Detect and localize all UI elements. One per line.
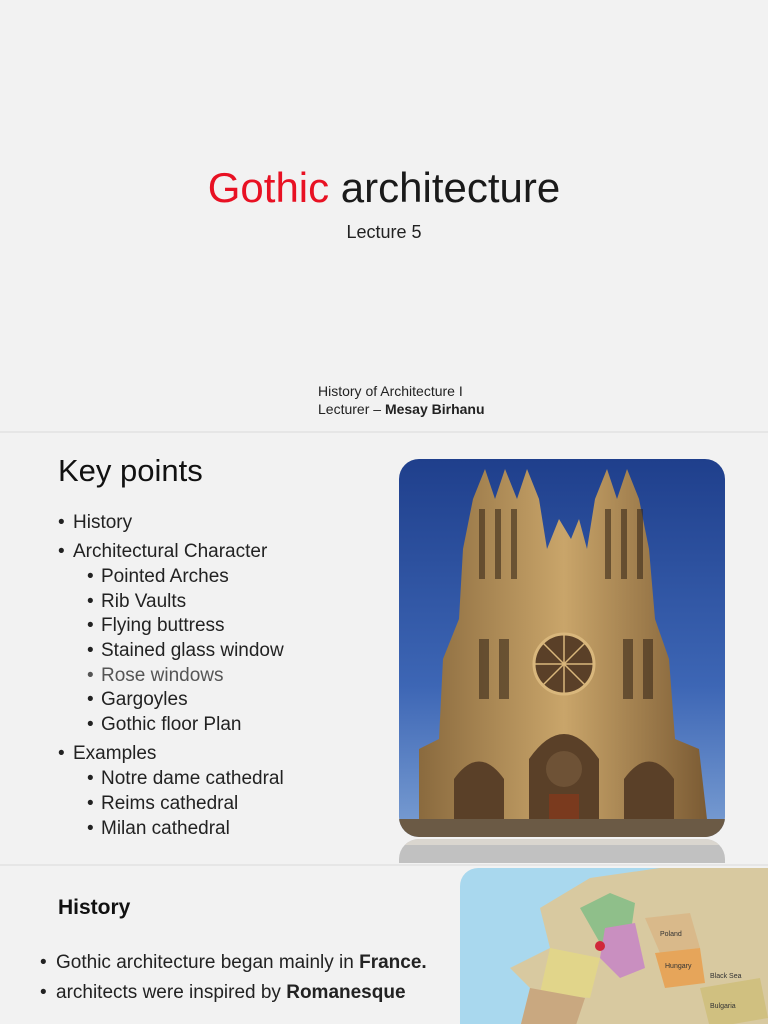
map-label: Black Sea — [710, 973, 742, 980]
lecturer-name: Mesay Birhanu — [384, 401, 485, 417]
course-name: History of Architecture I — [318, 383, 463, 399]
cathedral-photo — [399, 459, 725, 837]
title-highlight: Gothic — [207, 164, 330, 211]
key-points-title: Key points — [58, 453, 203, 488]
list-subitem: • Rib Vaults — [58, 590, 284, 615]
bullet-text: Gothic architecture began mainly in — [56, 952, 360, 973]
map-label: Hungary — [665, 963, 692, 970]
list-subitem: • Reims cathedral — [58, 792, 284, 817]
lecturer-prefix: Lecturer – — [318, 401, 385, 417]
slide-subtitle: Lecture 5 — [346, 222, 422, 242]
list-subitem: • Flying buttress — [58, 614, 284, 639]
europe-map — [460, 868, 768, 1024]
list-item: • History — [58, 511, 284, 540]
title-slide — [0, 0, 768, 431]
list-subitem: • Pointed Arches — [58, 565, 284, 590]
history-bullet — [40, 952, 456, 974]
lecturer-line — [318, 400, 485, 418]
list-item: • Architectural Character — [58, 540, 284, 565]
history-bullets — [40, 952, 456, 1012]
list-subitem: • Rose windows — [58, 664, 284, 689]
list-subitem: • Gothic floor Plan — [58, 713, 284, 742]
list-subitem: • Milan cathedral — [58, 817, 284, 842]
history-bullet — [40, 982, 456, 1004]
photo-reflection — [399, 839, 725, 863]
map-label: Bulgaria — [710, 1003, 736, 1010]
bullet-bold: Romanesque — [286, 982, 406, 1003]
list-subitem: • Stained glass window — [58, 639, 284, 664]
list-item: • Examples — [58, 742, 284, 767]
list-subitem: • Gargoyles — [58, 688, 284, 713]
history-title: History — [58, 896, 131, 919]
map-label: Poland — [660, 931, 682, 938]
list-subitem: • Notre dame cathedral — [58, 767, 284, 792]
key-points-slide — [0, 433, 768, 864]
slide-title — [0, 164, 768, 212]
key-points-list — [58, 511, 284, 841]
title-rest: architecture — [329, 164, 561, 211]
byline — [318, 382, 485, 418]
bullet-bold: France. — [359, 952, 427, 973]
history-slide — [0, 866, 768, 1024]
bullet-text: architects were inspired by — [56, 982, 287, 1003]
